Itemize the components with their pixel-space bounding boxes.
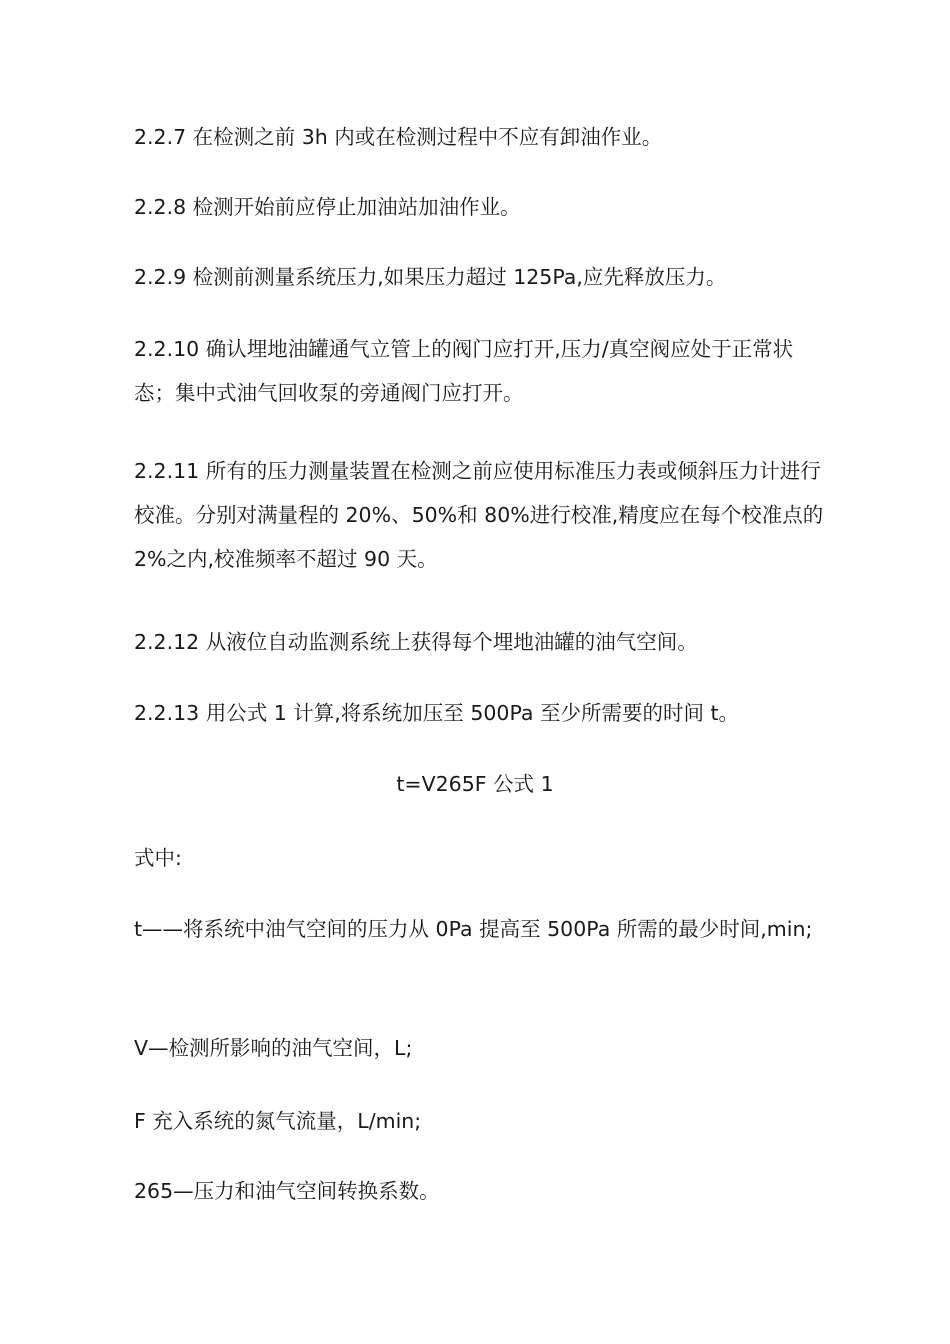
legend-t: t——将系统中油气空间的压力从 0Pa 提高至 500Pa 所需的最少时间,min; bbox=[134, 917, 813, 941]
formula-legend-heading: 式中: bbox=[134, 846, 182, 870]
formula-1: t=V265F 公式 1 bbox=[396, 772, 554, 796]
paragraph-2-2-11: 2.2.11 所有的压力测量装置在检测之前应使用标准压力表或倾斜压力计进行校准。分别对满量程的 20%、50%和 80%进行校准,精度应在每个校准点的 2%之内,校准频率不超过 90 天。 bbox=[134, 459, 824, 571]
paragraph-2-2-12: 2.2.12 从液位自动监测系统上获得每个埋地油罐的油气空间。 bbox=[134, 630, 698, 654]
legend-265: 265—压力和油气空间转换系数。 bbox=[134, 1179, 440, 1203]
paragraph-2-2-8: 2.2.8 检测开始前应停止加油站加油作业。 bbox=[134, 195, 521, 219]
paragraph-2-2-9: 2.2.9 检测前测量系统压力,如果压力超过 125Pa,应先释放压力。 bbox=[134, 265, 727, 289]
paragraph-2-2-10: 2.2.10 确认埋地油罐通气立管上的阀门应打开,压力/真空阀应处于正常状态；集中式油气回收泵的旁通阀门应打开。 bbox=[134, 337, 794, 405]
paragraph-2-2-13: 2.2.13 用公式 1 计算,将系统加压至 500Pa 至少所需要的时间 t。 bbox=[134, 701, 740, 725]
paragraph-2-2-7: 2.2.7 在检测之前 3h 内或在检测过程中不应有卸油作业。 bbox=[134, 125, 663, 149]
legend-f: F 充入系统的氮气流量，L/min; bbox=[134, 1109, 422, 1133]
legend-v: V—检测所影响的油气空间，L; bbox=[134, 1036, 413, 1060]
